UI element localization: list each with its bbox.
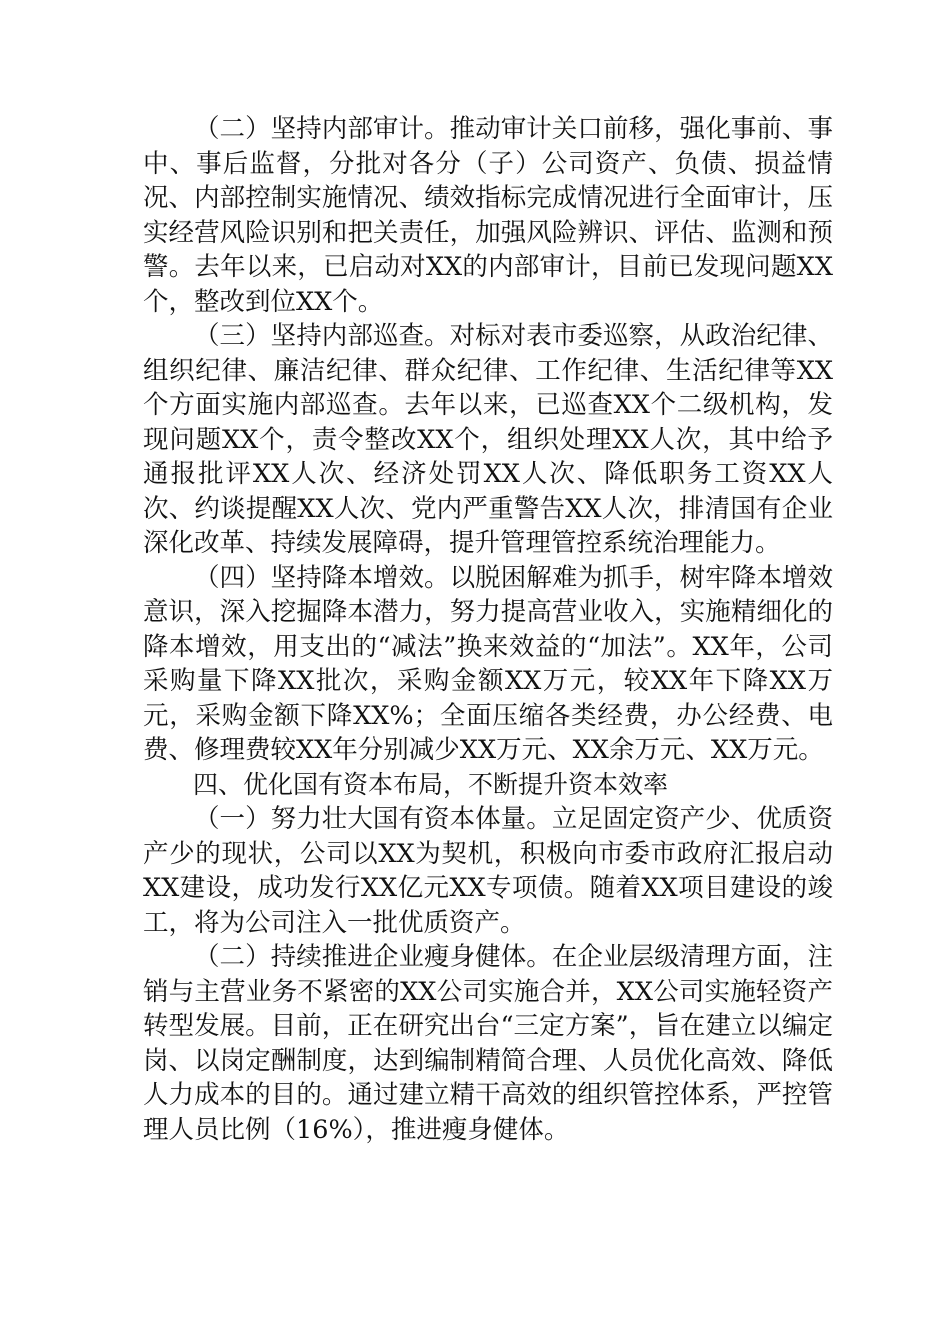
document-body	[143, 112, 833, 1147]
paragraph-enterprise-slimming: （二）持续推进企业瘦身健体。在企业层级清理方面，注销与主营业务不紧密的XX公司实施合并，XX公司实施轻资产转型发展。目前，正在研究出台“三定方案”，旨在建立以编定岗、以岗定酬制度，达到编制精简合理、人员优化高效、降低人力成本的目的。通过建立精干高效的组织管控体系，严控管理人员比例（16%），推进瘦身健体。	[143, 942, 833, 1145]
section-heading-capital-layout: 四、优化国有资本布局，不断提升资本效率	[193, 769, 669, 799]
paragraph-capital-volume: （一）努力壮大国有资本体量。立足固定资产少、优质资产少的现状，公司以XX为契机，积极向市委市政府汇报启动XX建设，成功发行XX亿元XX专项债。随着XX项目建设的竣工，将为公司注入一批优质资产。	[143, 804, 833, 938]
paragraph-internal-audit: （二）坚持内部审计。推动审计关口前移，强化事前、事中、事后监督，分批对各分（子）公司资产、负债、损益情况、内部控制实施情况、绩效指标完成情况进行全面审计，压实经营风险识别和把关责任，加强风险辨识、评估、监测和预警。去年以来，已启动对XX的内部审计，目前已发现问题XX个，整改到位XX个。	[143, 114, 833, 317]
paragraph-cost-reduction: （四）坚持降本增效。以脱困解难为抓手，树牢降本增效意识，深入挖掘降本潜力，努力提高营业收入，实施精细化的降本增效，用支出的“减法”换来效益的“加法”。XX年，公司采购量下降XX批次，采购金额XX万元，较XX年下降XX万元，采购金额下降XX%；全面压缩各类经费，办公经费、电费、修理费较XX年分别减少XX万元、XX余万元、XX万元。	[143, 562, 833, 765]
paragraph-internal-inspection: （三）坚持内部巡查。对标对表市委巡察，从政治纪律、组织纪律、廉洁纪律、群众纪律、工作纪律、生活纪律等XX个方面实施内部巡查。去年以来，已巡查XX个二级机构，发现问题XX个，责令整改XX个，组织处理XX人次，其中给予通报批评XX人次、经济处罚XX人次、降低职务工资XX人次、约谈提醒XX人次、党内严重警告XX人次，排清国有企业深化改革、持续发展障碍，提升管理管控系统治理能力。	[143, 321, 833, 558]
